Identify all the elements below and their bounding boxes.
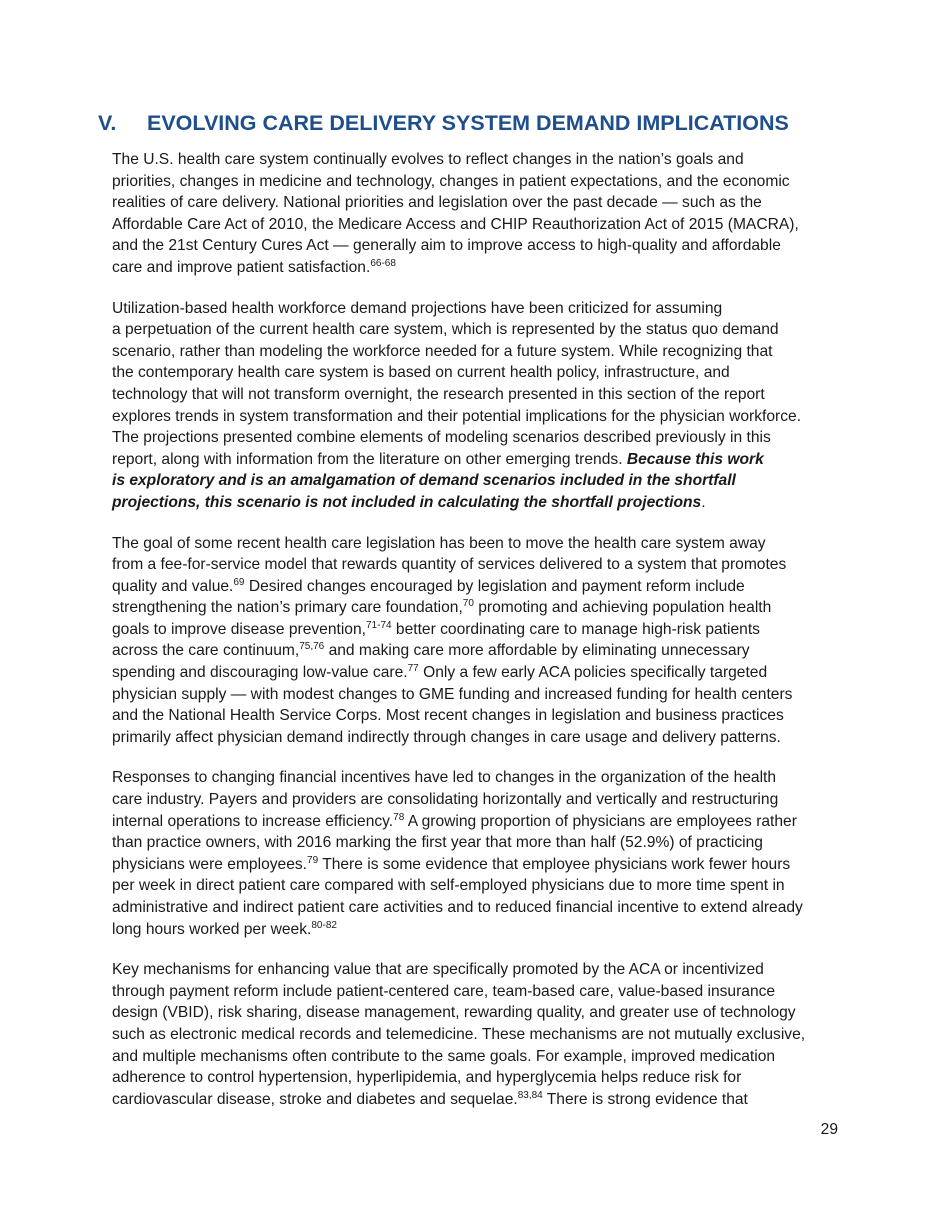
text-run: and making care more affordable by eliminating unnecessary (324, 642, 750, 660)
text-run: priorities, changes in medicine and technology, changes in patient expectations, and the economic (112, 172, 790, 190)
citation-superscript: 75,76 (299, 641, 325, 653)
text-run: across the care continuum, (112, 642, 300, 660)
text-line (112, 789, 852, 811)
text-run: Utilization-based health workforce demand projections have been criticized for assuming (112, 299, 723, 317)
text-line (112, 554, 852, 576)
text-run: report, along with information from the literature on other emerging trends. (112, 450, 627, 468)
text-line (112, 214, 852, 236)
text-run: primarily affect physician demand indirectly through changes in care usage and delivery patterns. (112, 728, 781, 746)
text-run: adherence to control hypertension, hyperlipidemia, and hyperglycemia helps reduce risk for (112, 1069, 742, 1087)
text-run: The projections presented combine elements of modeling scenarios described previously in this (112, 429, 771, 447)
citation-superscript: 66-68 (370, 257, 396, 269)
text-line (112, 959, 852, 981)
text-run: There is some evidence that employee physicians work fewer hours (318, 855, 791, 873)
text-line (112, 257, 852, 279)
text-line (112, 470, 852, 492)
text-line (112, 235, 852, 257)
citation-superscript: 83,84 (517, 1089, 543, 1101)
citation-superscript: 79 (307, 854, 319, 866)
text-line (112, 449, 852, 471)
citation-superscript: 80-82 (311, 919, 337, 931)
paragraph (112, 959, 852, 1110)
text-run: spending and discouraging low-value care. (112, 664, 408, 682)
text-run: realities of care delivery. National priorities and legislation over the past decade — such as the (112, 194, 762, 212)
text-run: better coordinating care to manage high-risk patients (391, 620, 760, 638)
text-line (112, 727, 852, 749)
text-run: explores trends in system transformation and their potential implications for the physician workforce. (112, 407, 802, 425)
text-run: physicians were employees. (112, 855, 308, 873)
text-line (112, 149, 852, 171)
text-run: Desired changes encouraged by legislation and payment reform include (244, 577, 745, 595)
text-line (112, 640, 852, 662)
text-line (112, 684, 852, 706)
body-text (112, 149, 852, 1129)
text-run: and the National Health Service Corps. Most recent changes in legislation and business practices (112, 707, 784, 725)
text-run: technology that will not transform overnight, the research presented in this section of the report (112, 385, 765, 403)
text-line (112, 533, 852, 555)
text-line (112, 1089, 852, 1111)
section-number: V. (98, 111, 117, 135)
text-run: strengthening the nation’s primary care foundation, (112, 599, 463, 617)
citation-superscript: 71-74 (365, 619, 392, 631)
emphasized-text: Because this work (626, 450, 764, 468)
page-number: 29 (820, 1121, 838, 1138)
text-run: through payment reform include patient-centered care, team-based care, value-based insurance (112, 982, 776, 1000)
text-line (112, 597, 852, 619)
text-line (112, 854, 852, 876)
citation-superscript: 69 (233, 576, 245, 588)
paragraph (112, 298, 852, 514)
text-line (112, 298, 852, 320)
paragraph (112, 767, 852, 940)
text-run: and the 21st Century Cures Act — generally aim to improve access to high-quality and affordable (112, 237, 781, 255)
citation-superscript: 78 (393, 811, 405, 823)
emphasized-text: projections, this scenario is not included in calculating the shortfall projections (112, 493, 702, 511)
text-line (112, 811, 852, 833)
text-run: . (701, 493, 706, 511)
text-line (112, 919, 852, 941)
text-line (112, 384, 852, 406)
text-line (112, 1002, 852, 1024)
text-run: quality and value. (112, 577, 234, 595)
text-run: such as electronic medical records and telemedicine. These mechanisms are not mutually exclusive, (112, 1025, 806, 1043)
text-run: care and improve patient satisfaction. (112, 258, 371, 276)
text-line (112, 662, 852, 684)
text-run: administrative and indirect patient care activities and to reduced financial incentive to extend already (112, 899, 803, 916)
citation-superscript: 77 (407, 663, 419, 675)
text-run: cardiovascular disease, stroke and diabetes and sequelae. (112, 1090, 518, 1108)
paragraph (112, 149, 852, 279)
text-run: goals to improve disease prevention, (112, 620, 366, 638)
text-line (112, 576, 852, 598)
text-line (112, 875, 852, 897)
text-run: A growing proportion of physicians are employees rather (404, 812, 797, 830)
text-line (112, 406, 852, 428)
text-run: long hours worked per week. (112, 920, 312, 938)
text-line (112, 1024, 852, 1046)
emphasized-text: is exploratory and is an amalgamation of demand scenarios included in the shortfall (112, 472, 736, 490)
text-run: the contemporary health care system is based on current health policy, infrastructure, and (112, 364, 730, 382)
text-line (112, 705, 852, 727)
text-line (112, 192, 852, 214)
text-run: a perpetuation of the current health care system, which is represented by the status quo demand (112, 321, 779, 339)
text-run: scenario, rather than modeling the workforce needed for a future system. While recognizing that (112, 342, 773, 360)
text-run: and multiple mechanisms often contribute to the same goals. For example, improved medication (112, 1047, 776, 1065)
text-line (112, 619, 852, 641)
section-heading (98, 111, 789, 136)
text-run: than practice owners, with 2016 marking the first year that more than half (52.9%) of practicing (112, 834, 763, 852)
text-run: The goal of some recent health care legislation has been to move the health care system away (112, 534, 766, 552)
text-line (112, 1067, 852, 1089)
text-run: Only a few early ACA policies specifically targeted (418, 664, 768, 682)
text-run: physician supply — with modest changes to GME funding and increased funding for health centers (112, 685, 793, 703)
text-line (112, 171, 852, 193)
text-line (112, 492, 852, 514)
text-line (112, 362, 852, 384)
citation-superscript: 70 (462, 598, 474, 610)
text-line (112, 832, 852, 854)
text-line (112, 319, 852, 341)
text-line (112, 427, 852, 449)
text-run: Responses to changing financial incentives have led to changes in the organization of the health (112, 769, 777, 787)
text-run: design (VBID), risk sharing, disease management, rewarding quality, and greater use of technology (112, 1004, 796, 1022)
text-run: Key mechanisms for enhancing value that are specifically promoted by the ACA or incentivized (112, 961, 764, 979)
text-run: promoting and achieving population health (473, 599, 772, 617)
text-run: Affordable Care Act of 2010, the Medicare Access and CHIP Reauthorization Act of 2015 (MACRA), (112, 215, 799, 233)
text-run: There is strong evidence that (542, 1090, 748, 1108)
text-line (112, 341, 852, 363)
text-run: per week in direct patient care compared with self-employed physicians due to more time spent in (112, 877, 785, 895)
text-line (112, 981, 852, 1003)
paragraph (112, 533, 852, 749)
text-line (112, 1046, 852, 1068)
text-run: internal operations to increase efficiency. (112, 812, 394, 830)
text-run: The U.S. health care system continually evolves to reflect changes in the nation’s goals and (112, 151, 744, 168)
text-run: from a fee-for-service model that rewards quantity of services delivered to a system that promotes (112, 556, 787, 574)
text-line (112, 767, 852, 789)
text-run: care industry. Payers and providers are consolidating horizontally and vertically and restructuring (112, 791, 779, 809)
text-line (112, 897, 852, 919)
section-title: EVOLVING CARE DELIVERY SYSTEM DEMAND IMPLICATIONS (147, 111, 789, 135)
